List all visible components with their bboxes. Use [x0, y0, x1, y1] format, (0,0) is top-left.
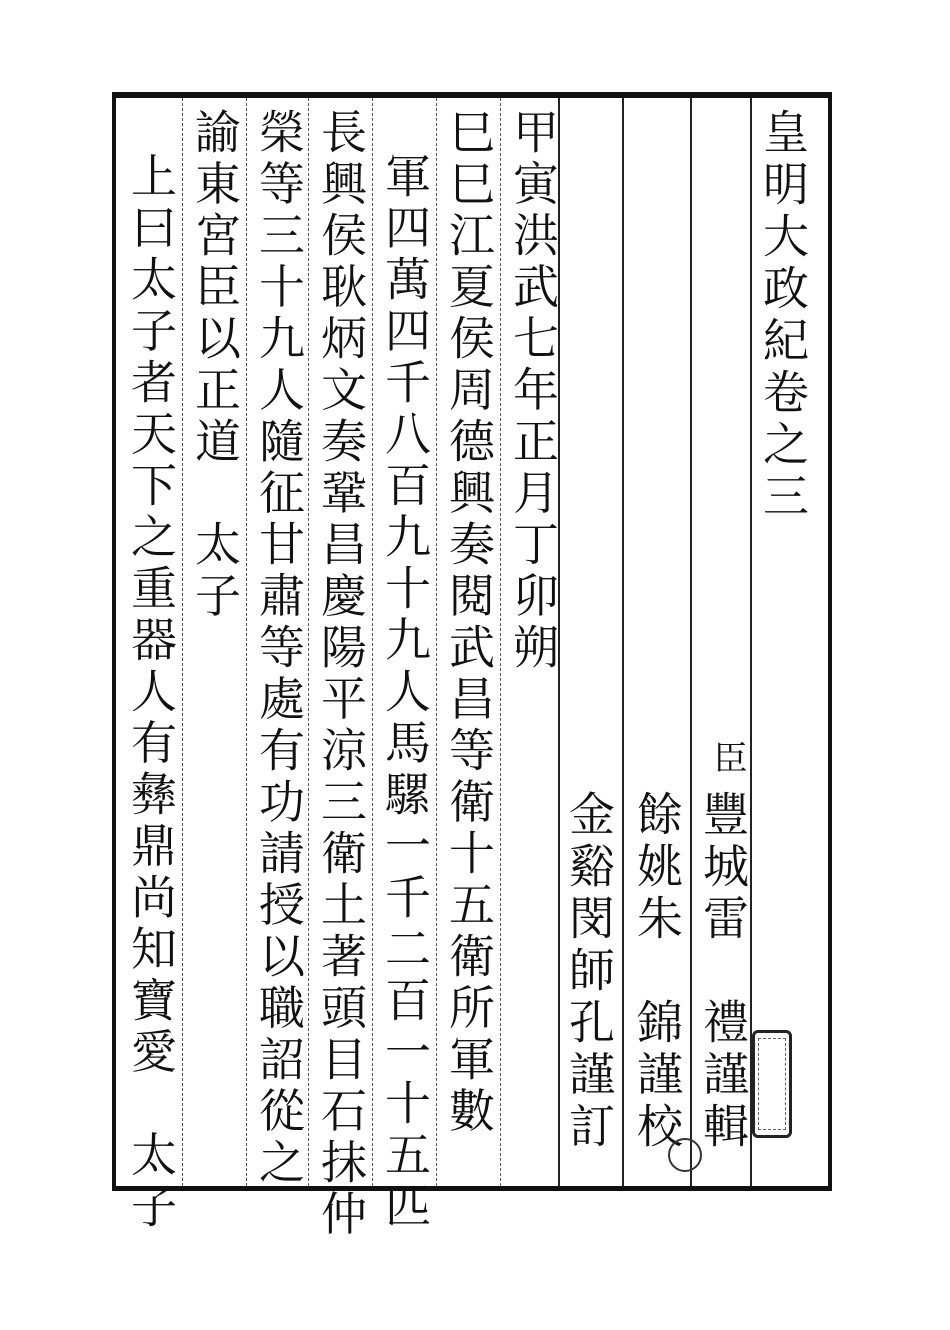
- column-rule: [308, 98, 309, 1186]
- column-rule: [436, 98, 437, 1186]
- proofreader-credit: 金谿閔師孔謹訂: [562, 790, 616, 1154]
- editor-credit: 豐城雷 禮謹輯: [696, 790, 750, 1154]
- text-column: 長興侯耿炳文奏鞏昌慶陽平涼三衛土著頭目石抹仲: [314, 108, 368, 1241]
- text-column: 巳巳江夏侯周德興奏閱武昌等衛十五衛所軍數: [442, 108, 496, 1138]
- text-column: 甲寅洪武七年正月丁卯朔: [506, 108, 560, 675]
- column-rule: [246, 98, 247, 1186]
- book-title: 皇明大政紀卷之三: [756, 108, 810, 524]
- text-column: 榮等三十九人隨征甘肅等處有功請授以職詔從之: [252, 108, 306, 1190]
- frame-left-border: [112, 92, 116, 1191]
- column-rule: [372, 98, 373, 1186]
- seal-ring: [668, 1138, 702, 1172]
- column-rule: [750, 98, 752, 1186]
- text-column: 軍四萬四千八百九十九人馬騾一千二百一十五匹: [378, 152, 432, 1234]
- subject-marker: 臣: [707, 740, 747, 780]
- column-rule: [622, 98, 624, 1186]
- frame-top-border: [112, 92, 832, 98]
- column-rule: [690, 98, 692, 1186]
- column-rule: [182, 98, 183, 1186]
- text-column: 上曰太子者天下之重器人有彝鼎尚知寶愛 太子: [124, 152, 178, 1234]
- text-column: 諭東宮臣以正道 太子: [188, 108, 242, 623]
- column-rule: [500, 98, 501, 1186]
- frame-bottom-border: [112, 1186, 832, 1191]
- frame-right-border: [828, 92, 832, 1191]
- collector-seal: [752, 1030, 792, 1138]
- reviewer-credit: 餘姚朱 錦謹校: [630, 790, 684, 1154]
